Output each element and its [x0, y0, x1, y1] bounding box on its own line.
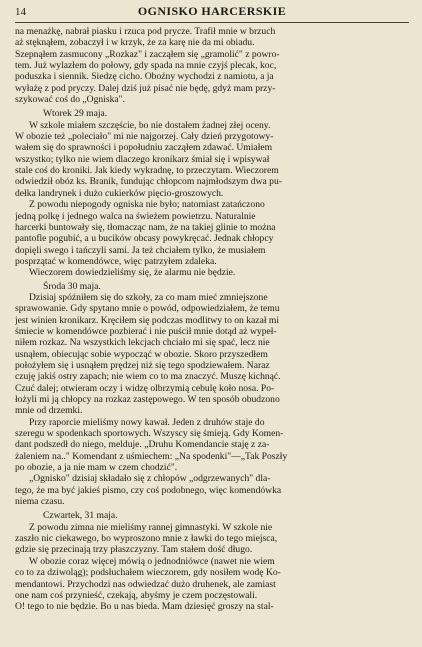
- text-line: Szepnąłem zasmucony „Rozkaz" i zacząłem się „gramolić" z powro-: [15, 48, 280, 60]
- text-line: W obozie coraz więcej mówią o jednodniówce (nawet nie wiem: [29, 555, 275, 567]
- text-line: stale coś do kroniki. Jak kiedy wykradnę, to przeczytam. Wieczorem: [15, 165, 279, 177]
- text-line: Dzisiaj spóźniłem się do szkoły, za co mam mieć zmniejszone: [29, 291, 268, 303]
- text-line: Z powodu zimna nie mieliśmy rannej gimnastyki. W szkole nie: [29, 521, 273, 533]
- running-title: OGNISKO HARCERSKIE: [137, 4, 287, 18]
- text-line: gdzie się przecinają trzy płaszczyzny. Tam stałem dość długo.: [15, 544, 253, 556]
- text-line: usnąłem, obiecując sobie wypocząć w obozie. Skoro przyszedłem: [15, 348, 268, 360]
- text-line: położyłem się i usnąłem prędzej niż się tego spodziewałem. Naraz: [15, 359, 270, 371]
- text-line: szeregu w spodenkach sportowych. Wszyscy się śmieją. Gdy Komen-: [15, 428, 284, 440]
- text-line: Wieczorem dowiedzieliśmy się, że alarmu nie będzie.: [29, 267, 236, 279]
- text-line: wszystko; tylko nie wiem dlaczego kronikarz śmiał się i wpisywał: [15, 153, 270, 165]
- text-line: Z powodu niepogody ogniska nie było; natomiast zatańczono: [29, 199, 265, 211]
- text-line: dełka landrynek i dużo cukierków pięcio-groszowych.: [15, 187, 224, 199]
- text-line: na menażkę, nabrał piasku i rzuca pod prycze. Trafił mnie w brzuch: [15, 26, 276, 37]
- text-line: co to za dziwoląg); podsłuchałem wieczorem, gdy nosiłem wodę Ko-: [15, 567, 281, 579]
- text-line: zaszło nic ciekawego, bo wyproszono mnie z ławki do tego miejsca,: [15, 533, 278, 545]
- text-line: niema czasu.: [15, 496, 65, 508]
- text-line: tem. Już wylazłem do połowy, gdy spada na mnie czyjś plecak, koc,: [15, 60, 277, 72]
- text-line: dopięli swego i tańczyli sami. Ja też chciałem tylko, że musiałem: [15, 244, 266, 256]
- text-line: śmiecie w komendówce pozbierać i nie puścił mnie dotąd aż wypeł-: [15, 325, 277, 337]
- text-line: łożyli mi ją chłopcy na rozkaz zastępowego. W ten sposób obudzono: [15, 394, 280, 405]
- page-number: 14: [15, 6, 26, 18]
- text-line: dant podszedł do niego, melduje. „Druhu Komendancie staję z za-: [15, 439, 270, 451]
- text-line: posprzątać w komendówce, więc patrzyłem zdaleka.: [15, 255, 217, 267]
- text-line: pantofle pogubić, a u bucików obcasy powykręcać. Jednak chłopcy: [15, 233, 274, 245]
- text-line: Przy raporcie mieliśmy nowy kawał. Jeden z druhów staje do: [29, 416, 265, 428]
- text-line: mnie od drzemki.: [15, 405, 83, 417]
- text-line: czuję jakiś ostry zapach; nie wiem co to ma znaczyć. Muszę kichnąć.: [15, 371, 281, 383]
- text-line: harcerki buntowały się, tłomacząc nam, że na takiej glinie to można: [15, 221, 276, 233]
- text-line: aż stęknąłem, zobaczył i w krzyk, że za karę nie da mi obiadu.: [15, 37, 255, 49]
- body-text: [15, 26, 409, 613]
- date-heading-tuesday: Wtorek 29 maja.: [43, 108, 108, 120]
- text-line: sprawowanie. Gdy spytano mnie o powód, odpowiedziałem, że temu: [15, 303, 280, 315]
- text-line: O! tego to nie będzie. Bo u nas bieda. Mam dziesięć groszy na stal-: [15, 601, 274, 613]
- text-line: tego, że ma być jakieś pismo, czy coś podobnego, więc komendówka: [15, 484, 282, 496]
- text-line: jest winien kronikarz. Kręciłem się podczas modlitwy to on kazał mi: [15, 314, 280, 326]
- text-line: mendantowi. Przychodzi nas odwiedzać dużo druhenek, ale zamiast: [15, 578, 276, 590]
- date-heading-thursday: Czwartek, 31 maja.: [43, 510, 118, 522]
- text-line: wyłażę z pod pryczy. Dalej dziś już pisać nie będę, gdyż mam przy-: [15, 82, 276, 94]
- text-line: wałem się do sprawności i popołudniu zacząłem zdawać. Umiałem: [15, 142, 273, 154]
- text-line: odwiedził obóz ks. Branik, fundując chłopcom najmłodszym dwa pu-: [15, 176, 282, 188]
- text-line: poduszka i siennik. Siedzę cicho. Oboźny wychodzi z namiotu, a ja: [15, 71, 274, 83]
- text-line: W obozie też „poleciało" mi nie najgorzej. Cały dzień przygotowy-: [15, 131, 274, 143]
- text-line: „Ognisko" dzisiaj składało się z chłopów „odgrzewanych" dla-: [29, 473, 271, 485]
- text-line: Czuć dalej; otwieram oczy i widzę olbrzymią cebulę koło nosa. Po-: [15, 382, 275, 394]
- text-line: one nam coś przynieść, czekają, abyśmy je czem poczęstowali.: [15, 589, 258, 601]
- page-header: [15, 4, 409, 23]
- text-line: szykować coś do „Ogniska".: [15, 94, 125, 106]
- text-line: niłem rozkaz. Na wszystkich lekcjach chciało mi się spać, lecz nie: [15, 337, 270, 349]
- text-line: żaleniem na.." Komendant z uśmiechem: „Na spodenki"—„Tak Poszły: [15, 450, 288, 462]
- text-line: po obozie, a ja nie mam w czem chodzić".: [15, 462, 178, 474]
- date-heading-wednesday: Środa 30 maja.: [43, 280, 101, 292]
- text-line: jedną polkę i jednego walca na świeżem powietrzu. Naturalnie: [15, 210, 256, 222]
- text-line: W szkole miałem szczęście, bo nie dostałem żadnej złej oceny.: [29, 119, 271, 131]
